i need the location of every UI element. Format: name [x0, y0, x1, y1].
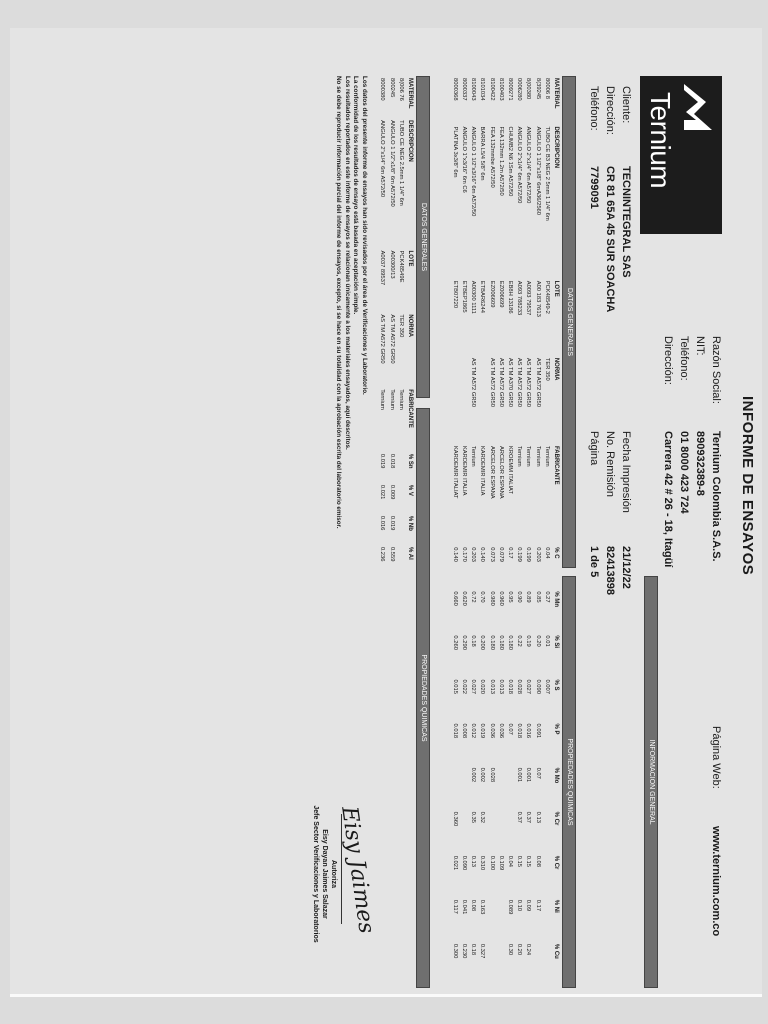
table-cell [487, 942, 496, 986]
column-header: LOTE [552, 280, 559, 297]
table-cell: 0.109 [497, 855, 504, 871]
table-cell: 0.018 [516, 723, 523, 739]
table-cell: ARCELOR ESPANA [488, 445, 495, 499]
web-label: Página Web: [710, 726, 722, 789]
table-cell: 0.13 [534, 811, 541, 823]
column-header: MATERIAL [552, 78, 559, 109]
table-cell: ANGULO 1"x3/16" 6m C6 [461, 126, 468, 193]
table-cell: 0.07 [534, 767, 541, 779]
table-cell [505, 766, 514, 810]
table-cell [496, 810, 505, 854]
paper-sheet [10, 28, 762, 997]
table-cell: 0.028 [488, 767, 495, 783]
table-cell: KARDEMIR ITALIAT [451, 445, 458, 499]
autoriza-name: Eisy Dayan Jaimes Salazar [321, 829, 328, 919]
table-cell: 0.140 [479, 547, 486, 562]
table-cell: EZ006699 [497, 280, 504, 308]
table-cell [459, 356, 468, 444]
table-cell: 0.117 [451, 899, 458, 914]
table-cell: 0.199 [516, 547, 523, 562]
general-data-bar: DATOS GENERALES [562, 76, 576, 568]
table-cell: 8(00380 [525, 78, 532, 100]
table-cell: 0.079 [497, 547, 504, 562]
table-cell: 0.980 [488, 591, 495, 606]
table-cell: 0.027 [470, 679, 477, 694]
table-cell: AS TM A572 GR50 [388, 314, 395, 364]
column-header: % Si [552, 635, 559, 649]
table-row [396, 76, 405, 576]
company-values [660, 431, 724, 661]
table-cell: 0.13 [470, 855, 477, 868]
table-cell: 0.04 [506, 855, 513, 868]
table-cell: TUBO CE NEG 2.5mm 1 1/4" 6m [397, 120, 404, 206]
table-cell: 0.027 [525, 679, 532, 694]
table-cell: TER 350 [397, 314, 404, 338]
table-cell: ARCELOR ESPANA [497, 445, 504, 499]
table-cell [496, 942, 505, 986]
table-cell: TUBO CE B3 NEG 2 5mm 1 1/4" 6m [543, 126, 550, 221]
table-cell: 0.009 [388, 484, 395, 500]
table-cell: AS TM A572 GR50 [379, 314, 386, 364]
table-row [514, 76, 523, 986]
table-cell: 0.85 [534, 591, 541, 603]
table-cell [542, 942, 551, 986]
table-cell: 8000368 [451, 78, 458, 101]
table-cell: 0.08 [470, 899, 477, 912]
chemical-properties-bar-2: PROPIEDADES QUIMICAS [416, 408, 430, 988]
table-cell: ANGULO 1 1/2"x3/16" 6m A572/50 [470, 126, 477, 217]
table-cell: 0.08 [534, 855, 541, 868]
logo-wordmark: Ternium [645, 92, 676, 189]
table-cell [542, 810, 551, 854]
table-cell: 0.32 [479, 811, 486, 823]
table-cell: 0.17 [506, 547, 513, 559]
table-cell [496, 766, 505, 810]
table-cell: ANGULO 1 1/2"x1/8" 6mA36/2560 [534, 126, 541, 216]
table-cell: 0.20 [516, 943, 523, 956]
client-label: Cliente: [620, 86, 632, 124]
table-cell: 0.018 [506, 679, 513, 694]
client-labels [586, 86, 634, 156]
column-header: MATERIAL [406, 78, 413, 109]
column-header: FABRICANTE [552, 445, 559, 485]
table-cell: 0.72 [470, 591, 477, 603]
table-cell: 0.073 [488, 547, 495, 562]
table-cell: 0.013 [497, 679, 504, 694]
table-cell: 0.016 [379, 515, 386, 531]
table-cell [487, 810, 496, 854]
table-cell: 0.021 [451, 855, 458, 871]
table-cell: Ternium [516, 445, 523, 467]
table-cell: 8000337 [461, 78, 468, 101]
table-cell: 8000380 [379, 78, 386, 101]
footer-notes [334, 76, 368, 816]
table-cell: 8(39245 [534, 78, 541, 100]
client-label: Teléfono: [588, 86, 600, 131]
table-cell: 0.140 [451, 547, 458, 562]
table-cell: 0.180 [488, 635, 495, 650]
table-cell: 0.310 [479, 855, 486, 871]
table-cell: 0.95 [506, 591, 513, 603]
chemical-table-1 [450, 76, 560, 986]
table-cell: 0.17 [534, 899, 541, 912]
footer-note: La conformidad de los resultados de ensayo está basada en aceptación simple. [352, 76, 360, 315]
table-cell: Ternium [379, 389, 386, 410]
table-row [542, 76, 551, 986]
table-cell: 0.37 [525, 811, 532, 823]
table-cell: ETBAR6244 [479, 280, 486, 313]
client-value: TECNINTEGRAL SAS [620, 166, 632, 278]
column-header: % V [406, 484, 413, 496]
table-cell: A0037 89537 [379, 250, 386, 286]
table-cell: AS TM A572 GR50 [516, 357, 523, 408]
table-cell: 0.007 [543, 679, 550, 694]
chemical-properties-bar: PROPIEDADES QUIMICAS [562, 576, 576, 988]
table-cell: 0.35 [470, 811, 477, 823]
table-cell [459, 766, 468, 810]
table-header-row [405, 76, 414, 576]
table-cell: 0.07 [506, 723, 513, 735]
company-label: Teléfono: [678, 336, 690, 381]
table-cell [542, 722, 551, 766]
company-label: Dirección: [662, 336, 674, 385]
table-cell [396, 452, 405, 483]
table-cell: 0.163 [479, 899, 486, 915]
column-header: % Ni [552, 899, 559, 913]
table-cell: 0006280 [516, 78, 523, 101]
table-cell: KARDEMIR ITALIA [479, 445, 486, 496]
table-cell: 0.290 [461, 635, 468, 650]
table-row [468, 76, 477, 986]
column-header: DESCRIPCION [552, 126, 559, 169]
footer-note: Los resultados reportados en este informe de ensayos se relacionan únicamente a los materiales ensayados, aquí descritos. [344, 76, 351, 450]
table-cell: 0.036 [488, 723, 495, 739]
table-cell: 0.041 [461, 899, 468, 915]
table-cell: 0.89 [525, 591, 532, 603]
signature-line [341, 814, 342, 924]
client-values [586, 166, 634, 406]
table-row [377, 76, 386, 576]
table-cell: 0.015 [451, 679, 458, 694]
table-cell: 0.021 [379, 484, 386, 500]
table-cell: 0.90 [516, 591, 523, 603]
table-cell: 0.24 [525, 943, 532, 956]
table-cell: 0.09 [525, 899, 532, 912]
table-cell [396, 514, 405, 545]
table-cell: 0.012 [470, 723, 477, 739]
table-cell [542, 854, 551, 898]
general-info-bar: INFORMACION GENERAL [644, 576, 658, 988]
table-cell: 0.089 [506, 899, 513, 915]
column-header: % Cr [552, 811, 559, 826]
client-value: CR 81 65A 45 SUR SOACHA [604, 166, 616, 313]
table-cell: 0.15 [516, 855, 523, 868]
table-cell: 0.091 [534, 723, 541, 739]
table-cell: ANGULO 2"x1/4" 6m A572/50 [379, 120, 386, 198]
table-cell: 0.018 [451, 723, 458, 739]
general-info-value: 21/12/22 [620, 546, 632, 589]
table-cell: AS TM A572 GR50 [488, 357, 495, 408]
table-cell [496, 898, 505, 942]
table-cell: 0.020 [479, 679, 486, 694]
table-cell: 0.30 [506, 943, 513, 956]
table-row [505, 76, 514, 986]
table-cell: AS TM A572 GR50 [534, 357, 541, 408]
table-cell: A00300/13 [388, 250, 395, 279]
table-cell: 0.013 [488, 679, 495, 694]
table-cell: AS TM A572 GR50 [525, 357, 532, 408]
table-cell: 8100422 [488, 78, 495, 101]
table-cell: 0.203 [470, 547, 477, 562]
table-cell: KROEMM ITALIAT [506, 445, 513, 495]
general-info-label: Fecha Impresión [620, 431, 632, 513]
chemical-table-2 [377, 76, 414, 576]
table-cell: PCK48549-2 [543, 280, 550, 314]
table-cell: AS TM A572 GR50 [470, 357, 477, 408]
table-cell [542, 766, 551, 810]
table-cell: 0.01 [543, 635, 550, 647]
column-header: % Cr [552, 855, 559, 870]
table-cell: ETB07220 [451, 280, 458, 309]
table-cell: 0.001 [525, 767, 532, 783]
table-cell: 0.15 [525, 855, 532, 868]
table-cell: 0.180 [497, 635, 504, 650]
company-value: Carrera 42 # 26 - 18, Itagüí [662, 431, 674, 568]
table-cell: AS TM A370 GR50 [506, 357, 513, 408]
table-cell: 0.008 [461, 723, 468, 739]
table-cell: 0.620 [461, 591, 468, 606]
table-cell: TER 350 [543, 357, 550, 381]
table-cell: Ternium [388, 389, 395, 410]
company-value: Ternium Colombia S.A.S. [710, 431, 722, 562]
table-cell: 8100043 [470, 78, 477, 101]
client-value: 7799091 [588, 166, 600, 209]
table-cell: PLATINA 3x3/8" 6m [451, 126, 458, 178]
table-row [532, 76, 541, 986]
table-cell: 8100403 [497, 78, 504, 101]
table-cell: A00300 1111 [470, 280, 477, 314]
table-cell [487, 898, 496, 942]
table-cell: 0.090 [461, 855, 468, 871]
table-cell: 0.028 [516, 679, 523, 694]
table-cell: 0.04 [543, 547, 550, 559]
table-cell: ANGULO 2"x1/4" 6m A572/50 [525, 126, 532, 204]
table-cell [396, 483, 405, 514]
table-cell: 0.180 [506, 635, 513, 650]
table-cell: 0.016 [525, 723, 532, 739]
column-header: % Sn [406, 453, 413, 469]
table-cell: 0.20 [534, 635, 541, 647]
table-cell: KARDEMIR ITALIA [461, 445, 468, 496]
table-cell: 0.300 [451, 943, 458, 959]
table-row [523, 76, 532, 986]
table-cell: 0.260 [451, 635, 458, 650]
table-cell: 0.18 [470, 635, 477, 647]
column-header: % Mo [552, 767, 559, 784]
autoriza-label: Autoriza [330, 860, 337, 888]
table-row [487, 76, 496, 986]
table-header-row [551, 76, 560, 986]
table-cell: FEA 132mm 1.2m A572/50 [497, 126, 504, 196]
table-cell: 0.230 [461, 943, 468, 959]
column-header: % Cu [552, 943, 559, 959]
column-header: % Al [406, 546, 413, 560]
general-info-label: Página [588, 431, 600, 466]
column-header: FABRICANTE [406, 389, 413, 428]
table-cell: 0.27 [543, 591, 550, 603]
table-cell: 8101034 [479, 78, 486, 101]
table-cell: 0.022 [461, 679, 468, 694]
company-labels [660, 336, 724, 426]
general-info-value: 1 de 5 [588, 546, 600, 578]
column-header: % Nb [406, 515, 413, 531]
web-link[interactable]: www.ternium.com.co [710, 826, 722, 937]
column-header: NORMA [406, 314, 413, 338]
table-cell: PCK48549E [397, 250, 404, 283]
table-cell: 80006 8 [543, 78, 550, 99]
table-row [386, 76, 395, 576]
table-cell: 0.559 [388, 546, 395, 562]
table-cell: 0.036 [497, 723, 504, 739]
table-cell [396, 545, 405, 576]
company-label: Razón Social: [710, 336, 722, 404]
general-info-value: 82413898 [604, 546, 616, 595]
table-cell: 0.100 [488, 855, 495, 871]
table-cell: 0.090 [534, 679, 541, 694]
autoriza-role: Jefe Sector Verificaciones y Laboratorios [312, 805, 319, 943]
table-cell: 0.70 [479, 591, 486, 603]
table-cell: Ternium [543, 445, 550, 467]
table-cell: 0.170 [461, 547, 468, 562]
column-header: % Mn [552, 591, 559, 608]
general-info-values [586, 546, 634, 666]
table-cell: Ternium [470, 445, 477, 467]
table-cell: 0.199 [525, 547, 532, 562]
table-cell: 800245 [388, 78, 395, 98]
ternium-mark-icon [684, 84, 712, 130]
table-row [496, 76, 505, 986]
table-cell [505, 810, 514, 854]
table-cell: 0.019 [479, 723, 486, 739]
column-header: LOTE [406, 250, 413, 267]
table-cell: BARRA L5/4 5/8" 6m [479, 126, 486, 181]
table-cell: 0.22 [516, 635, 523, 647]
table-cell: 0.960 [497, 591, 504, 606]
footer-note: No se debe reproducir información parcial del informe de ensayos, excepto, si se hace en su totalidad con la aprobación escrita del laboratorio emisor. [335, 76, 343, 529]
table-row [477, 76, 486, 986]
column-header: % C [552, 547, 559, 559]
table-cell: FEA 132mmbe A572/50 [488, 126, 495, 188]
signature: Eisy Jaimes [336, 804, 379, 936]
table-cell: ETBEP1865 [461, 280, 468, 313]
table-cell: 0.19 [525, 635, 532, 647]
general-data-bar-2: DATOS GENERALES [416, 76, 430, 398]
company-label: NIT: [694, 336, 706, 356]
table-row [459, 76, 468, 986]
table-cell: 0.019 [379, 453, 386, 469]
rotated-report [20, 36, 768, 996]
table-cell: 0.002 [479, 767, 486, 783]
table-cell [532, 942, 541, 986]
table-cell: Ternium [525, 445, 532, 467]
table-cell: 0.37 [516, 811, 523, 823]
table-cell: ANGULO 1 1/2"x1/8" 6m A572/50 [388, 120, 395, 207]
table-cell: 8(006 76 [397, 78, 404, 101]
company-value: 01 8000 423 724 [678, 431, 690, 514]
general-info-label: No. Remisión [604, 431, 616, 498]
client-label: Dirección: [604, 86, 616, 135]
table-cell: 0.10 [516, 899, 523, 912]
table-cell [450, 356, 459, 444]
table-cell: 0.001 [516, 767, 523, 783]
table-cell: Ternium [397, 389, 404, 410]
table-cell: EB8H 13186 [506, 280, 513, 314]
footer-note: Los datos del presente informe de ensayos han sido revisados por el área de Verificaciones y Laboratorio. [361, 76, 368, 395]
column-header: NORMA [552, 357, 559, 381]
table-cell: ANGULO 2"x1/4" 6m A572/50 [516, 126, 523, 204]
table-cell: 0.019 [388, 515, 395, 531]
table-cell: 0.660 [451, 591, 458, 606]
table-cell: 0.236 [379, 546, 386, 562]
table-cell: A0093 79537 [525, 280, 532, 316]
table-cell [542, 898, 551, 942]
company-value: 890932389-8 [694, 431, 706, 496]
table-cell: 0.002 [470, 767, 477, 783]
table-cell: 8009271 [506, 78, 513, 101]
table-cell: A093 788233 [516, 280, 523, 316]
table-cell: 0.327 [479, 943, 486, 959]
table-cell: CHUMB2 N6 1Sm A572/50 [506, 126, 513, 197]
table-cell: EZ006609 [488, 280, 495, 308]
report-title: INFORME DE ENSAYOS [739, 396, 756, 576]
table-cell: 0.200 [479, 635, 486, 650]
table-cell: Ternium [534, 445, 541, 467]
authorization-block [311, 774, 338, 974]
table-cell: 0.203 [534, 547, 541, 562]
ternium-logo [640, 76, 722, 234]
general-info-labels [586, 431, 634, 541]
table-cell: AS TM A572 GR50 [497, 357, 504, 408]
table-cell: 0.018 [388, 453, 395, 469]
column-header: DESCRIPCION [406, 120, 413, 162]
table-cell [477, 356, 486, 444]
column-header: % P [552, 723, 559, 735]
table-cell: A00 183 7613 [534, 280, 541, 317]
table-cell: 0.360 [451, 811, 458, 827]
column-header: % S [552, 679, 559, 691]
table-cell [459, 810, 468, 854]
table-row [450, 76, 459, 986]
table-cell [450, 766, 459, 810]
table-cell: 0.18 [470, 943, 477, 956]
